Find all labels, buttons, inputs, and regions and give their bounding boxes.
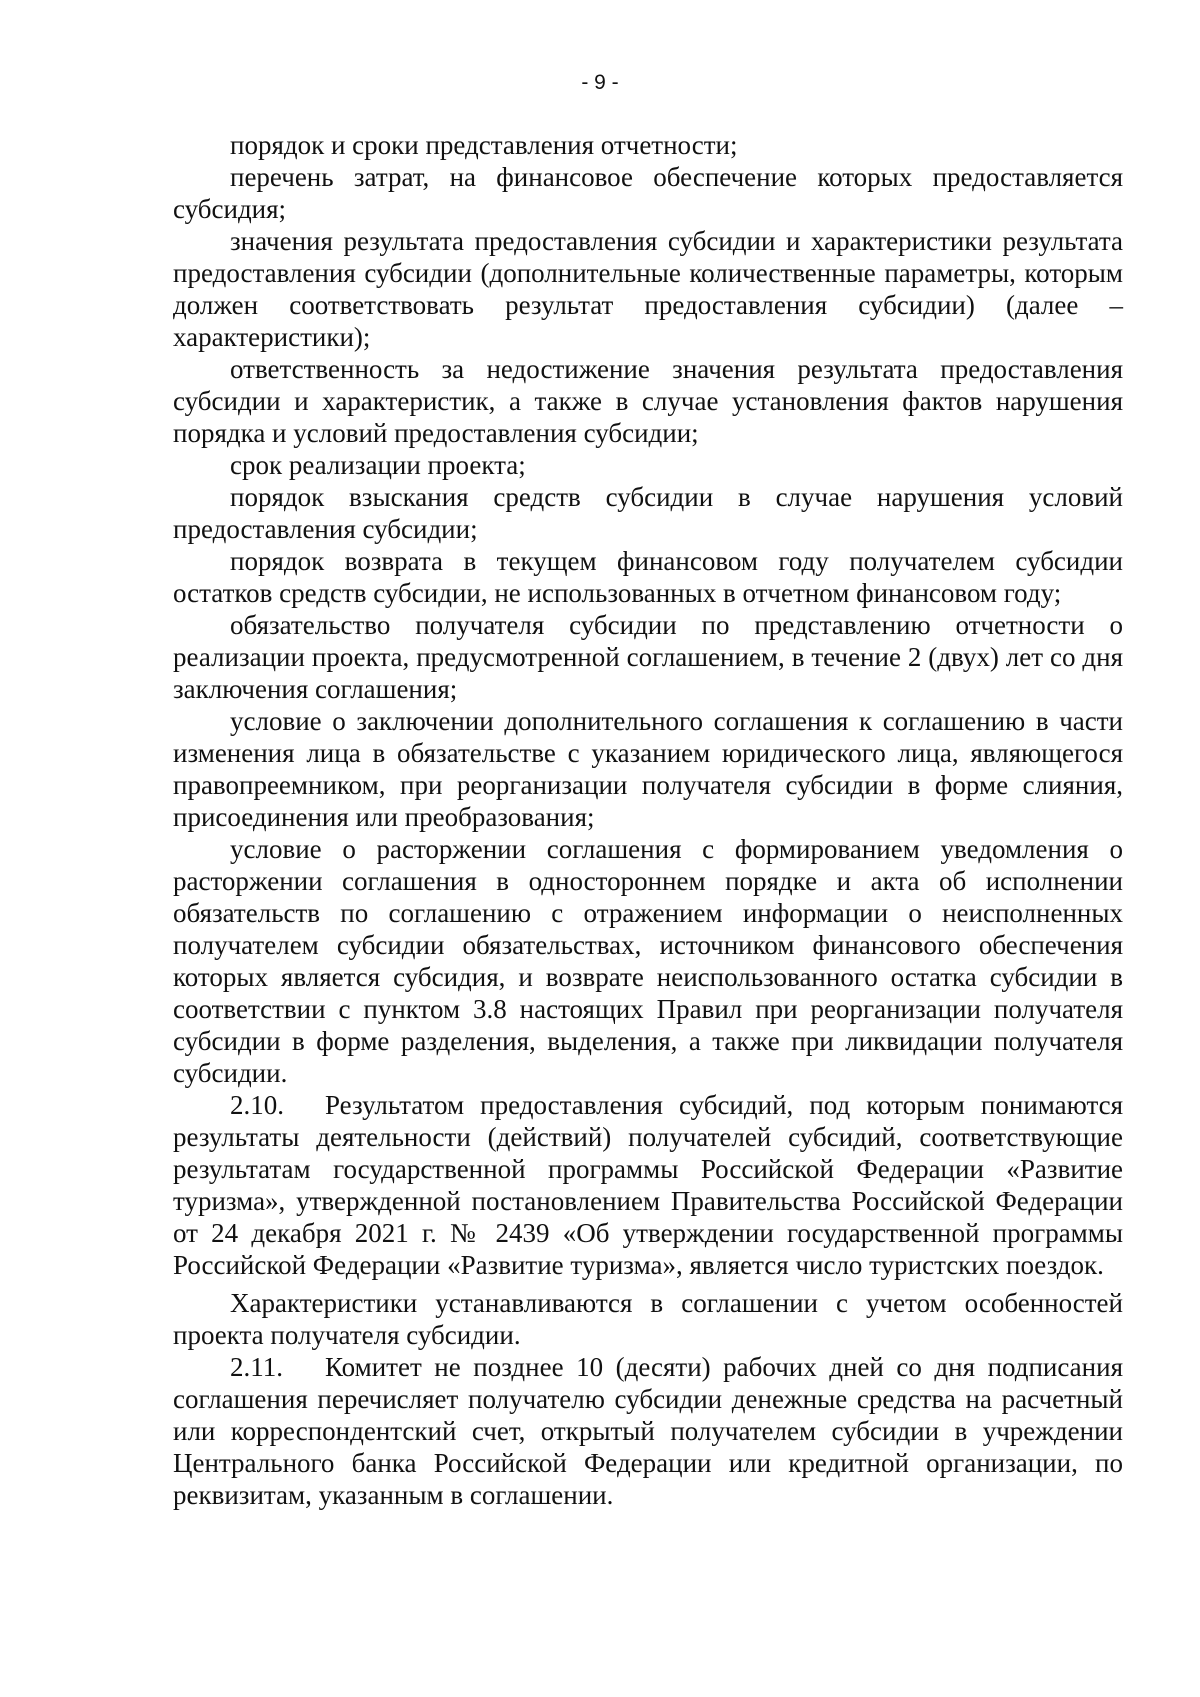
paragraph-additional-agreement <box>173 705 1123 833</box>
paragraph-text: условие о заключении дополнительного соглашения к соглашению в части изменения лица в обязательстве с указанием юридического лица, являющегося правопреемником, при реорганизации получателя субсидии в форме слияния, присоединения или преобразования; <box>173 706 1123 832</box>
paragraph-costs-list <box>173 161 1123 225</box>
paragraph-text: перечень затрат, на финансовое обеспечение которых предоставляется субсидия; <box>173 162 1123 224</box>
paragraph-refund-order <box>173 545 1123 609</box>
paragraph-text: Характеристики устанавливаются в соглашении с учетом особенностей проекта получателя субсидии. <box>173 1288 1123 1350</box>
document-body <box>173 129 1123 1511</box>
paragraph-text: срок реализации проекта; <box>230 450 526 480</box>
paragraph-reporting-obligation <box>173 609 1123 705</box>
paragraph-text: порядок взыскания средств субсидии в случае нарушения условий предоставления субсидии; <box>173 482 1123 544</box>
page-number: - 9 - <box>581 71 619 94</box>
paragraph-text: Результатом предоставления субсидий, под которым понимаются результаты деятельности (действий) получателей субсидий, соответствующие результатам государственной программы Российской Федерации «Развитие туризма», утвержденной постановлением Правительства Российской Федерации от 24 декабря 2021 г. № 2439 «Об утверждении государственной программы Российской Федерации «Развитие туризма», является число туристских поездок. <box>173 1090 1123 1280</box>
paragraph-2-11 <box>173 1351 1123 1511</box>
paragraph-responsibility <box>173 353 1123 449</box>
paragraph-text: значения результата предоставления субсидии и характеристики результата предоставления субсидии (дополнительные количественные параметры, которым должен соответствовать результат предоставления субсидии) (далее – характеристики); <box>173 226 1123 352</box>
paragraph-text: обязательство получателя субсидии по представлению отчетности о реализации проекта, предусмотренной соглашением, в течение 2 (двух) лет со дня заключения соглашения; <box>173 610 1123 704</box>
paragraph-text: Комитет не позднее 10 (десяти) рабочих дней со дня подписания соглашения перечисляет получателю субсидии денежные средства на расчетный или корреспондентский счет, открытый получателем субсидии в учреждении Центрального банка Российской Федерации или кредитной организации, по реквизитам, указанным в соглашении. <box>173 1352 1123 1510</box>
paragraph-2-10 <box>173 1089 1123 1281</box>
paragraph-text: порядок и сроки представления отчетности; <box>230 130 738 160</box>
paragraph-text: порядок возврата в текущем финансовом году получателем субсидии остатков средств субсидии, не использованных в отчетном финансовом году; <box>173 546 1123 608</box>
paragraph-characteristics <box>173 1287 1123 1351</box>
paragraph-text: ответственность за недостижение значения результата предоставления субсидии и характеристик, а также в случае установления фактов нарушения порядка и условий предоставления субсидии; <box>173 354 1123 448</box>
paragraph-project-term <box>173 449 1123 481</box>
paragraph-termination <box>173 833 1123 1089</box>
paragraph-recovery-order <box>173 481 1123 545</box>
paragraph-result-values <box>173 225 1123 353</box>
paragraph-reporting-order <box>173 129 1123 161</box>
paragraph-text: условие о расторжении соглашения с формированием уведомления о расторжении соглашения в одностороннем порядке и акта об исполнении обязательств по соглашению с отражением информации о неисполненных получателем субсидии обязательствах, источником финансового обеспечения которых является субсидия, и возврате неиспользованного остатка субсидии в соответствии с пунктом 3.8 настоящих Правил при реорганизации получателя субсидии в форме разделения, выделения, а также при ликвидации получателя субсидии. <box>173 834 1123 1088</box>
clause-number: 2.10. <box>230 1090 284 1120</box>
clause-number: 2.11. <box>230 1352 283 1382</box>
